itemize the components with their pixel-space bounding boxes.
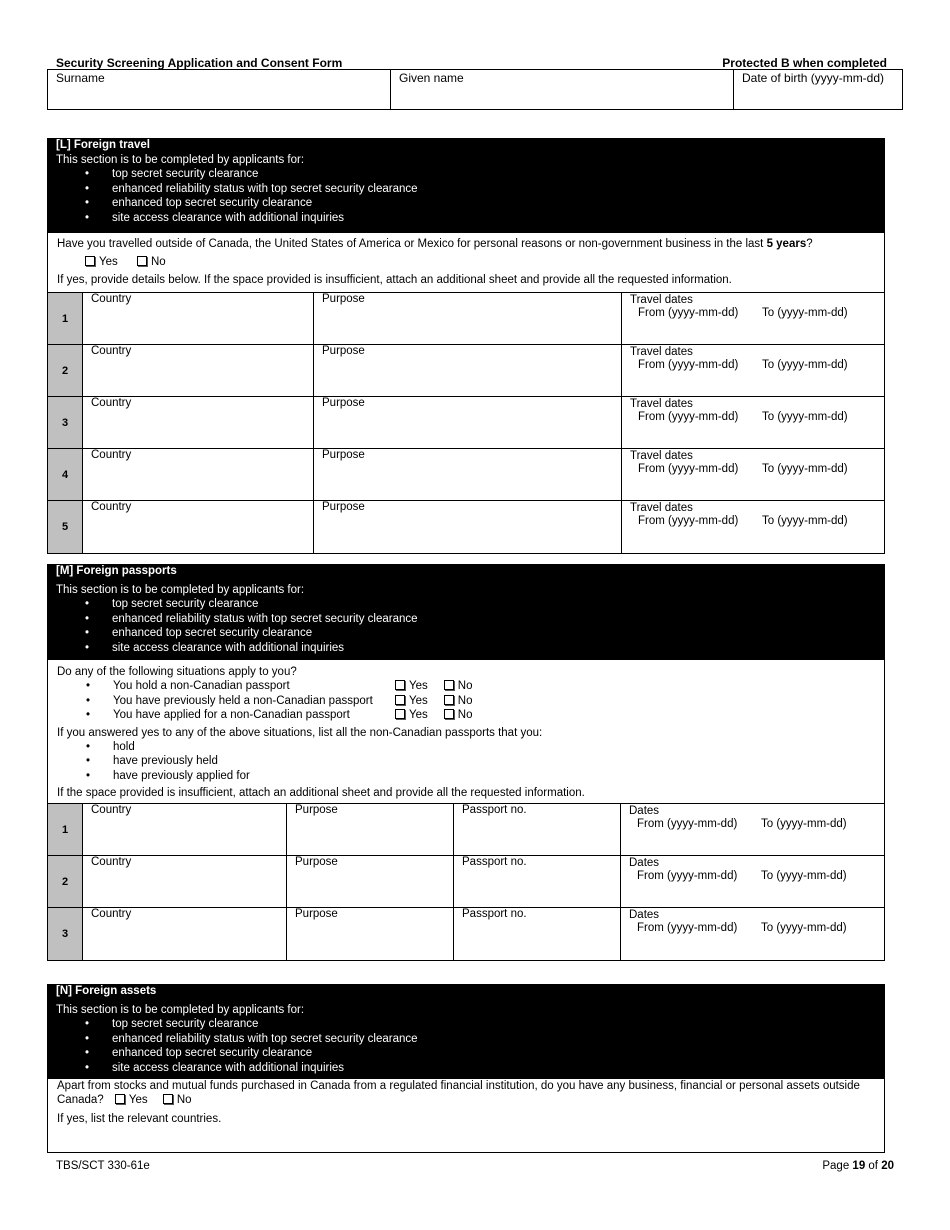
dob-field[interactable]: Date of birth (yyyy-mm-dd) (742, 71, 885, 85)
list-item: • top secret security clearance (56, 167, 876, 182)
dates-range (629, 818, 876, 831)
section-l-title: [L] Foreign travel (56, 139, 150, 151)
dates-label: Travel dates (630, 346, 693, 358)
passport-held-no[interactable]: No (444, 695, 473, 707)
country-label: Country (91, 293, 132, 305)
given-name-field[interactable]: Given name (391, 70, 734, 109)
section-l-header (47, 138, 885, 233)
section-m-question: Do any of the following situations apply to you? (57, 666, 297, 678)
identity-table (47, 69, 903, 110)
assets-yes-option[interactable]: Yes (115, 1094, 148, 1106)
country-field[interactable] (83, 856, 287, 907)
to-label: To (yyyy-mm-dd) (761, 870, 847, 882)
form-title: Security Screening Application and Consent Form (56, 56, 343, 70)
passport-number-field[interactable] (454, 908, 621, 960)
list-item: • hold (57, 740, 875, 755)
purpose-field[interactable] (314, 293, 622, 344)
checkbox[interactable] (444, 680, 454, 690)
dates-label: Dates (629, 857, 660, 869)
checkbox[interactable] (137, 256, 147, 266)
section-l-instructions: If yes, provide details below. If the space provided is insufficient, attach an additional sheet and provide all the requested information. (57, 274, 732, 286)
to-label: To (yyyy-mm-dd) (761, 922, 847, 934)
dates-range (629, 870, 876, 883)
to-label: To (yyyy-mm-dd) (762, 359, 848, 371)
checkbox[interactable] (85, 256, 95, 266)
passport-number-field[interactable] (454, 804, 621, 855)
from-label: From (yyyy-mm-dd) (637, 818, 738, 830)
from-label: From (yyyy-mm-dd) (638, 515, 739, 527)
country-label: Country (91, 804, 132, 816)
list-item: • enhanced top secret security clearance (56, 196, 876, 211)
passport-hold-no[interactable]: No (444, 680, 473, 692)
dates-range (630, 307, 876, 320)
situations-list (57, 679, 875, 723)
to-label: To (yyyy-mm-dd) (762, 411, 848, 423)
section-n-title: [N] Foreign assets (56, 985, 157, 997)
list-item: • enhanced reliability status with top secret security clearance (56, 612, 876, 627)
row-number: 2 (48, 345, 83, 396)
to-label: To (yyyy-mm-dd) (762, 307, 848, 319)
country-label: Country (91, 908, 132, 920)
passport-number-label: Passport no. (462, 908, 527, 920)
dates-range (630, 359, 876, 372)
list-item: • You have previously held a non-Canadian passport Yes No (57, 694, 875, 709)
country-field[interactable] (83, 345, 314, 396)
assets-no-option[interactable]: No (163, 1094, 192, 1106)
purpose-label: Purpose (322, 397, 365, 409)
dates-range (630, 515, 876, 528)
row-number: 4 (48, 449, 83, 500)
dates-label: Travel dates (630, 294, 693, 306)
country-field[interactable] (83, 293, 314, 344)
purpose-label: Purpose (322, 345, 365, 357)
from-label: From (yyyy-mm-dd) (638, 359, 739, 371)
purpose-field[interactable] (314, 501, 622, 553)
section-l-question-area (47, 233, 885, 293)
list-item: • have previously applied for (57, 769, 875, 784)
to-label: To (yyyy-mm-dd) (762, 463, 848, 475)
checkbox[interactable] (444, 709, 454, 719)
list-item: • enhanced top secret security clearance (56, 626, 876, 641)
dates-range (630, 411, 876, 424)
passport-held-yes[interactable]: Yes (395, 695, 428, 707)
section-m-header (47, 564, 885, 660)
table-row (48, 501, 884, 553)
row-number: 3 (48, 397, 83, 448)
list-item: • site access clearance with additional inquiries (56, 1061, 876, 1076)
dates-label: Travel dates (630, 450, 693, 462)
passport-number-label: Passport no. (462, 856, 527, 868)
purpose-label: Purpose (322, 449, 365, 461)
dates-range (630, 463, 876, 476)
purpose-label: Purpose (295, 856, 338, 868)
checkbox[interactable] (115, 1094, 125, 1104)
dates-label: Travel dates (630, 398, 693, 410)
purpose-label: Purpose (322, 293, 365, 305)
country-field[interactable] (83, 397, 314, 448)
table-row (48, 856, 884, 908)
checkbox[interactable] (395, 695, 405, 705)
country-label: Country (91, 449, 132, 461)
table-row (48, 345, 884, 397)
purpose-field[interactable] (287, 856, 454, 907)
passport-hold-yes[interactable]: Yes (395, 680, 428, 692)
row-number: 1 (48, 804, 83, 855)
surname-field[interactable]: Surname (48, 70, 391, 109)
checkbox[interactable] (395, 680, 405, 690)
passport-number-field[interactable] (454, 856, 621, 907)
section-m-bullets (56, 597, 876, 655)
dates-label: Travel dates (630, 502, 693, 514)
passport-status-list (57, 740, 875, 784)
travel-dates-field[interactable] (622, 397, 884, 448)
country-field[interactable] (83, 908, 287, 960)
checkbox[interactable] (444, 695, 454, 705)
list-item: • site access clearance with additional inquiries (56, 641, 876, 656)
row-number: 2 (48, 856, 83, 907)
section-n-question-area (47, 1079, 885, 1153)
list-item: • site access clearance with additional inquiries (56, 211, 876, 226)
section-n-header (47, 984, 885, 1079)
section-m-instructions: If the space provided is insufficient, attach an additional sheet and provide all the requested information. (57, 787, 585, 799)
section-m-question-area (47, 660, 885, 804)
country-label: Country (91, 345, 132, 357)
section-m-list-intro: If you answered yes to any of the above situations, list all the non-Canadian passports that you: (57, 726, 543, 739)
from-label: From (yyyy-mm-dd) (637, 922, 738, 934)
purpose-label: Purpose (322, 501, 365, 513)
country-label: Country (91, 501, 132, 513)
passport-table (47, 803, 885, 961)
travel-no-option[interactable]: No (137, 256, 166, 268)
row-number: 3 (48, 908, 83, 960)
table-row (48, 449, 884, 501)
passport-applied-no[interactable]: No (444, 709, 473, 721)
section-n-question: Apart from stocks and mutual funds purchased in Canada from a regulated financial institution, do you have any business, financial or personal assets outside Canada? Yes No (57, 1080, 860, 1106)
form-number: TBS/SCT 330-61e (56, 1160, 150, 1172)
dates-label: Dates (629, 805, 660, 817)
list-item: • enhanced top secret security clearance (56, 1046, 876, 1061)
from-label: From (yyyy-mm-dd) (638, 463, 739, 475)
from-label: From (yyyy-mm-dd) (637, 870, 738, 882)
section-m-title: [M] Foreign passports (56, 565, 177, 577)
table-row (48, 908, 884, 960)
country-field[interactable] (83, 501, 314, 553)
travel-dates-field[interactable] (622, 449, 884, 500)
section-m-intro: This section is to be completed by applicants for: (56, 584, 305, 596)
protected-label: Protected B when completed (722, 56, 887, 70)
checkbox[interactable] (395, 709, 405, 719)
checkbox[interactable] (163, 1094, 173, 1104)
country-label: Country (91, 856, 132, 868)
travel-dates-field[interactable] (622, 501, 884, 553)
list-item: • top secret security clearance (56, 597, 876, 612)
country-label: Country (91, 397, 132, 409)
passport-number-label: Passport no. (462, 804, 527, 816)
purpose-field[interactable] (287, 804, 454, 855)
travel-table (47, 292, 885, 554)
country-field[interactable] (83, 449, 314, 500)
list-item: • enhanced reliability status with top secret security clearance (56, 182, 876, 197)
table-row (48, 293, 884, 345)
purpose-field[interactable] (287, 908, 454, 960)
purpose-field[interactable] (314, 449, 622, 500)
section-n-bullets (56, 1017, 876, 1075)
list-item: • top secret security clearance (56, 1017, 876, 1032)
country-field[interactable] (83, 804, 287, 855)
row-number: 1 (48, 293, 83, 344)
to-label: To (yyyy-mm-dd) (761, 818, 847, 830)
list-item: • You hold a non-Canadian passport Yes No (57, 679, 875, 694)
passport-dates-field[interactable] (621, 908, 884, 960)
from-label: From (yyyy-mm-dd) (638, 307, 739, 319)
to-label: To (yyyy-mm-dd) (762, 515, 848, 527)
row-number: 5 (48, 501, 83, 553)
passport-applied-yes[interactable]: Yes (395, 709, 428, 721)
section-n-intro: This section is to be completed by applicants for: (56, 1004, 305, 1016)
dates-range (629, 922, 876, 935)
purpose-field[interactable] (314, 397, 622, 448)
section-n-list-prompt: If yes, list the relevant countries. (57, 1113, 222, 1125)
page-number: Page 19 of 20 (822, 1160, 894, 1172)
travel-yes-option[interactable]: Yes (85, 256, 118, 268)
list-item: • have previously held (57, 754, 875, 769)
table-row (48, 804, 884, 856)
passport-dates-field[interactable] (621, 856, 884, 907)
section-l-intro: This section is to be completed by applicants for: (56, 154, 305, 166)
purpose-field[interactable] (314, 345, 622, 396)
dates-label: Dates (629, 909, 660, 921)
table-row (48, 397, 884, 449)
section-l-question: Have you travelled outside of Canada, the United States of America or Mexico for personal reasons or non-government business in the last 5 years? (57, 238, 813, 250)
list-item: • enhanced reliability status with top secret security clearance (56, 1032, 876, 1047)
list-item: • You have applied for a non-Canadian passport Yes No (57, 708, 875, 723)
travel-dates-field[interactable] (622, 345, 884, 396)
purpose-label: Purpose (295, 908, 338, 920)
purpose-label: Purpose (295, 804, 338, 816)
passport-dates-field[interactable] (621, 804, 884, 855)
from-label: From (yyyy-mm-dd) (638, 411, 739, 423)
travel-dates-field[interactable] (622, 293, 884, 344)
section-l-bullets (56, 167, 876, 225)
